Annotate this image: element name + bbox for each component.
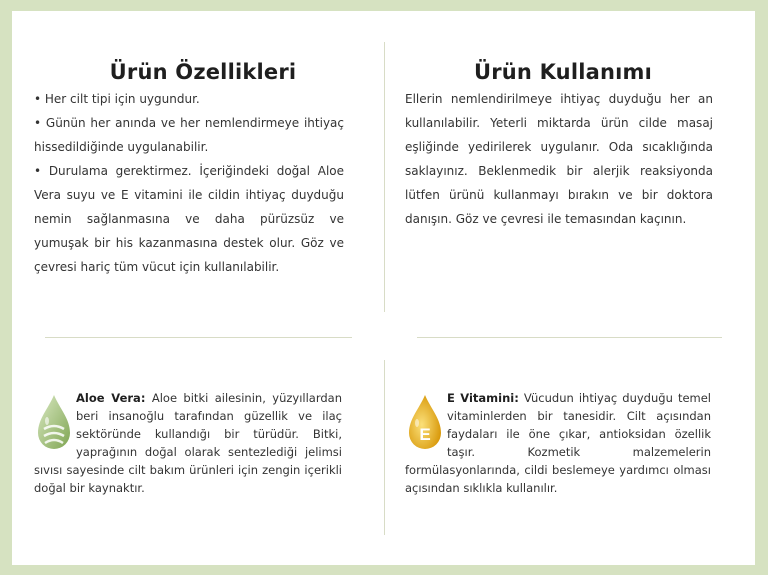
aloe-drop-icon bbox=[34, 393, 74, 453]
vitamin-e-text: Vücudun ihtiyaç duyduğu temel vitaminlerden bir tanesidir. Cilt açısından faydaları ile öne çıkar, antioksidan özellik taşır. Kozmetik malzemelerin formülasyonlarında, cildi beslemeye yardımcı olması açısından sıklıkla kullanılır. bbox=[405, 391, 711, 495]
usage-text-block bbox=[405, 87, 713, 231]
feature-item: • Durulama gerektirmez. İçeriğindeki doğal Aloe Vera suyu ve E vitamini ile cildin ihtiyaç duyduğu nemin sağlanmasına ve daha pürüzsüz ve yumuşak bir his kazanmasına destek olur. Göz ve çevresi hariç tüm vücut için kullanılabilir. bbox=[34, 164, 344, 274]
feature-item: • Günün her anında ve her nemlendirmeye ihtiyaç hissedildiğinde uygulanabilir. bbox=[34, 116, 344, 154]
aloe-text: Aloe bitki ailesinin, yüzyıllardan beri insanoğlu tarafından güzellik ve ilaç sektöründe kullandığı bir türüdür. Bitki, yaprağının doğal olarak sentezlediği jelimsi sıvısı sayesinde cilt bakım ürünleri için zengin içerikli doğal bir kaynaktır. bbox=[34, 391, 342, 495]
features-title: Ürün Özellikleri bbox=[109, 60, 297, 84]
feature-item: • Her cilt tipi için uygundur. bbox=[34, 92, 200, 106]
vertical-divider-bottom bbox=[384, 360, 385, 535]
vitamin-e-drop-icon bbox=[405, 393, 445, 453]
aloe-label: Aloe Vera: bbox=[76, 391, 146, 405]
usage-text: Ellerin nemlendirilmeye ihtiyaç duyduğu her an kullanılabilir. Yeterli miktarda ürün cilde masaj eşliğinde yedirilerek uygulanır. Oda sıcaklığında saklayınız. Beklenmedik bir alerjik reaksiyonda lütfen ürünü kullanmayı bırakın ve bir doktora danışın. Göz ve çevresi ile temasından kaçının. bbox=[405, 92, 713, 226]
usage-title: Ürün Kullanımı bbox=[473, 60, 653, 84]
horizontal-divider-left bbox=[45, 337, 352, 338]
vitamin-e-letter: E bbox=[419, 425, 431, 444]
horizontal-divider-right bbox=[417, 337, 722, 338]
features-list bbox=[34, 87, 344, 279]
vitamin-e-label: E Vitamini: bbox=[447, 391, 519, 405]
aloe-info bbox=[34, 389, 342, 497]
vertical-divider-top bbox=[384, 42, 385, 312]
vitamin-e-info bbox=[405, 389, 711, 497]
